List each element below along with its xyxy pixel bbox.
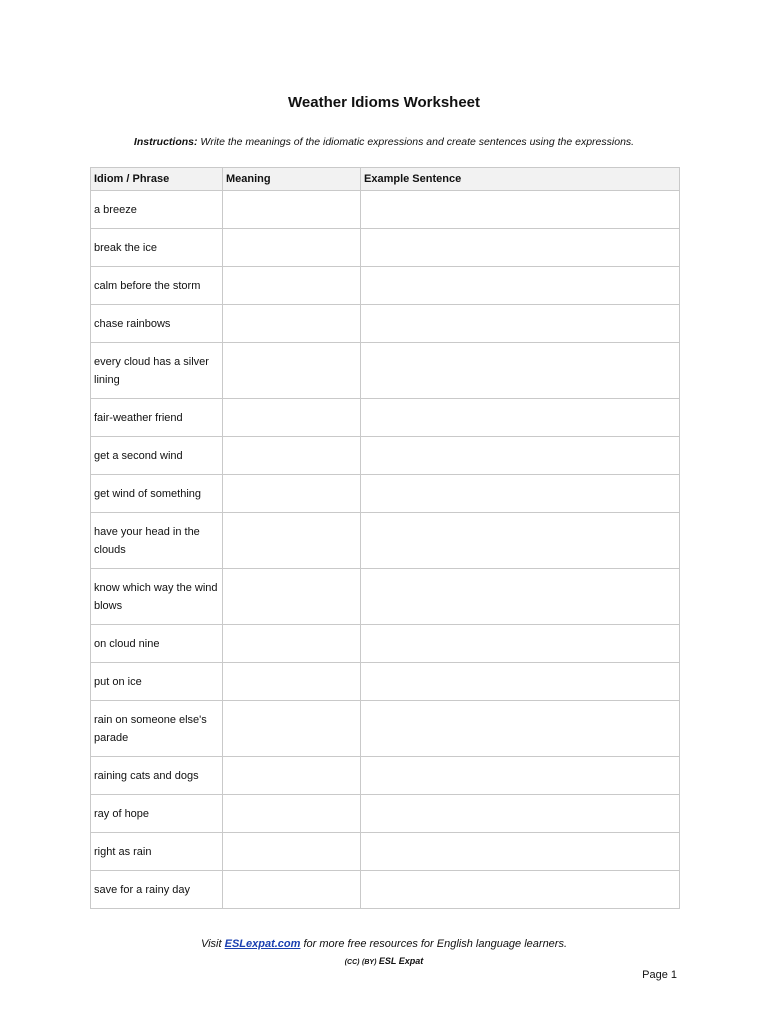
idiom-cell: put on ice (91, 663, 223, 701)
meaning-cell[interactable] (223, 663, 361, 701)
example-cell[interactable] (361, 663, 680, 701)
idiom-cell: fair-weather friend (91, 399, 223, 437)
idiom-cell: raining cats and dogs (91, 757, 223, 795)
table-row (91, 191, 680, 229)
example-cell[interactable] (361, 701, 680, 757)
idiom-cell: get a second wind (91, 437, 223, 475)
footer-suffix: for more free resources for English language learners. (303, 938, 568, 950)
idiom-cell: break the ice (91, 229, 223, 267)
idiom-cell: calm before the storm (91, 267, 223, 305)
esl-expat-link[interactable]: ESLexpat.com (224, 938, 301, 950)
meaning-cell[interactable] (223, 305, 361, 343)
table-row (91, 305, 680, 343)
meaning-cell[interactable] (223, 625, 361, 663)
table-row (91, 795, 680, 833)
table-row (91, 569, 680, 625)
idiom-cell: a breeze (91, 191, 223, 229)
instructions-label: Instructions: (133, 136, 198, 148)
meaning-cell[interactable] (223, 267, 361, 305)
instructions (0, 136, 768, 148)
idiom-cell: have your head in the clouds (91, 513, 223, 569)
idiom-cell: get wind of something (91, 475, 223, 513)
cc-icon: (CC) (344, 959, 360, 966)
footer-prefix: Visit (200, 938, 222, 950)
meaning-cell[interactable] (223, 833, 361, 871)
instructions-text: Write the meanings of the idiomatic expressions and create sentences using the expressions. (200, 136, 635, 148)
meaning-cell[interactable] (223, 757, 361, 795)
footer-visit (0, 938, 768, 950)
by-icon: (BY) (362, 959, 377, 966)
table-row (91, 475, 680, 513)
meaning-cell[interactable] (223, 343, 361, 399)
idiom-cell: every cloud has a silver lining (91, 343, 223, 399)
header-meaning: Meaning (223, 168, 361, 191)
example-cell[interactable] (361, 343, 680, 399)
meaning-cell[interactable] (223, 229, 361, 267)
idiom-cell: ray of hope (91, 795, 223, 833)
meaning-cell[interactable] (223, 569, 361, 625)
idiom-cell: rain on someone else's parade (91, 701, 223, 757)
page-number: Page 1 (642, 969, 677, 981)
example-cell[interactable] (361, 437, 680, 475)
table-row (91, 513, 680, 569)
table-row (91, 833, 680, 871)
meaning-cell[interactable] (223, 437, 361, 475)
license-owner: ESL Expat (378, 956, 424, 966)
header-idiom: Idiom / Phrase (91, 168, 223, 191)
table-row (91, 267, 680, 305)
example-cell[interactable] (361, 833, 680, 871)
example-cell[interactable] (361, 475, 680, 513)
license-line (0, 956, 768, 966)
idiom-cell: know which way the wind blows (91, 569, 223, 625)
example-cell[interactable] (361, 267, 680, 305)
example-cell[interactable] (361, 569, 680, 625)
table-row (91, 437, 680, 475)
idiom-cell: save for a rainy day (91, 871, 223, 909)
meaning-cell[interactable] (223, 795, 361, 833)
table-row (91, 343, 680, 399)
example-cell[interactable] (361, 871, 680, 909)
example-cell[interactable] (361, 625, 680, 663)
meaning-cell[interactable] (223, 871, 361, 909)
table-row (91, 757, 680, 795)
table-row (91, 663, 680, 701)
table-row (91, 229, 680, 267)
idiom-cell: chase rainbows (91, 305, 223, 343)
idioms-table (90, 167, 680, 909)
header-example: Example Sentence (361, 168, 680, 191)
example-cell[interactable] (361, 191, 680, 229)
worksheet-title: Weather Idioms Worksheet (288, 94, 480, 111)
table-row (91, 701, 680, 757)
example-cell[interactable] (361, 229, 680, 267)
idiom-cell: right as rain (91, 833, 223, 871)
example-cell[interactable] (361, 399, 680, 437)
example-cell[interactable] (361, 513, 680, 569)
meaning-cell[interactable] (223, 191, 361, 229)
meaning-cell[interactable] (223, 399, 361, 437)
table-row (91, 399, 680, 437)
example-cell[interactable] (361, 795, 680, 833)
meaning-cell[interactable] (223, 513, 361, 569)
table-row (91, 625, 680, 663)
idiom-cell: on cloud nine (91, 625, 223, 663)
meaning-cell[interactable] (223, 701, 361, 757)
example-cell[interactable] (361, 305, 680, 343)
table-row (91, 871, 680, 909)
meaning-cell[interactable] (223, 475, 361, 513)
example-cell[interactable] (361, 757, 680, 795)
table-header-row (91, 168, 680, 191)
